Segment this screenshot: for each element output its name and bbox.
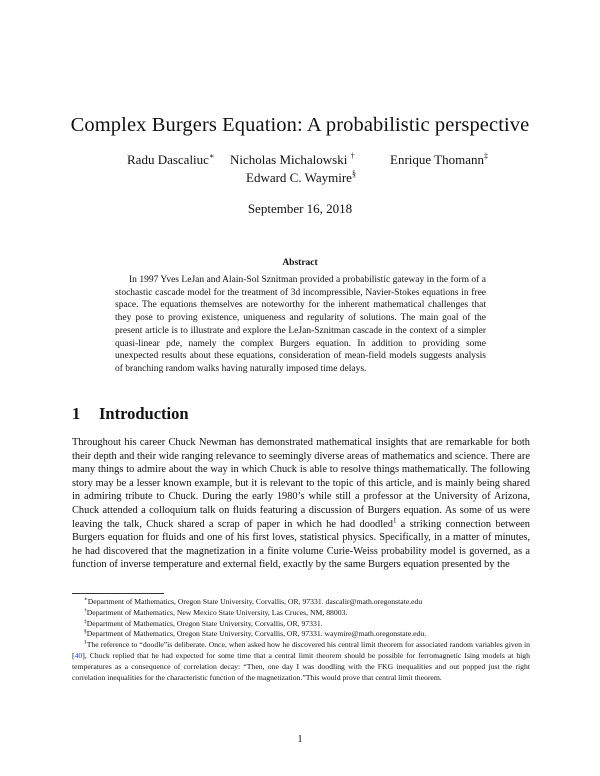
footnote-mark: 1 [84,639,87,646]
footnote-affiliation [72,597,530,608]
abstract-text: In 1997 Yves LeJan and Alain-Sol Sznitman provided a probabilistic gateway in the form of a stochastic cascade model for the treatment of 3d incompressible, Navier-Stokes equations in free space. The equations themselves are noteworthy for the inherent mathematical challenges that they pose to proving existence, uniqueness and regularity of solutions. The main goal of the present article is to illustrate and explore the LeJan-Sznitman cascade in the context of a simpler quasi-linear pde, namely the complex Burgers equation. In addition to providing some unexpected results about these equations, consideration of mean-field models suggests analysis of branching random walks having naturally imposed time delays. [115,275,486,374]
footnotes [72,597,530,683]
paper-date: September 16, 2018 [247,201,353,216]
footnote-affiliation [72,619,530,630]
intro-text-part1: Throughout his career Chuck Newman has demonstrated mathematical insights that are remarkable for both their depth and their wide ranging relevance to seemingly diverse areas of mathematics and science. There are many things to admire about the way in which Chuck is able to resolve things mathematically. The following story may be a lesser known example, but it is relevant to the topic of this article, and is mainly being shared in admiring tribute to Chuck. During the early 1980’s while still a professor at the University of Arizona, Chuck attended a colloquium talk on fluids featuring a discussion of Burgers equation. As some of us were leaving the talk, Chuck shared a scrap of paper in which he had doodled [72,437,530,530]
author-name: Enrique Thomann [390,152,484,167]
footnote-reference[interactable]: 1 [392,516,397,525]
author-waymire [246,170,356,186]
author-name: Nicholas Michalowski [230,152,351,167]
footnote-text: The reference to “doodle”is deliberate. Once, when asked how he discovered his central limit theorem for associated random variables given in [ [72,640,530,660]
footnote-mark: † [84,607,87,614]
page-number: 1 [297,734,303,745]
author-name: Radu Dascaliuc [127,152,209,167]
author-dascaliuc [127,152,214,168]
footnote-text: Department of Mathematics, Oregon State University, Corvallis, OR, 97331. [86,618,323,628]
footnote-text: Department of Mathematics, New Mexico State University, Las Cruces, NM, 88003. [86,607,348,617]
author-name: Edward C. Waymire [246,170,352,185]
paper-title: Complex Burgers Equation: A probabilistic perspective [70,114,530,136]
author-affil-mark: † [350,151,355,161]
author-michalowski [230,152,355,168]
footnote-text: Department of Mathematics, Oregon State University, Corvallis, OR, 97331. dascalir@math.oregonstate.edu [87,597,423,606]
intro-text-part2: a striking connection between Burgers equation for fluids and one of his first loves, statistical physics. Specifically, in a matter of minutes, he had discovered that the magnetization in a finite volume Curie-Weiss probability model is governed, as a function of inverse temperature and external field, exactly by the same Burgers equation presented by the [72,518,530,571]
citation-link[interactable]: 40 [74,650,83,660]
abstract-heading: Abstract [282,258,318,268]
section-heading [72,404,189,424]
author-thomann [390,152,488,168]
footnote-text: Department of Mathematics, Oregon State University, Corvallis, OR, 97331. waymire@math.oregonstate.edu. [86,629,427,639]
intro-paragraph [72,436,530,572]
author-affil-mark: ‡ [484,151,488,161]
footnote-divider [72,593,164,594]
footnote-mark: § [84,628,87,635]
section-title: Introduction [99,404,189,423]
section-number: 1 [72,404,81,423]
footnote-mark: ∗ [84,596,88,603]
footnote-mark: ‡ [84,618,87,625]
author-affil-mark: § [351,169,356,179]
footnote-affiliation [72,629,530,640]
author-affil-mark: ∗ [208,151,215,161]
footnote-affiliation [72,608,530,619]
footnote-doodle [72,640,530,683]
footnote-text: ], Chuck replied that he had expected for some time that a central limit theorem should be possible for ferromagnetic Ising models at high temperatures as a consequence of correlation decay: “Then, one day I was doodling with the FKG inequalities and out popped just the right correlation inequalities for the characteristic function of the magnetization.”This would prove that central limit theorem. [72,650,530,682]
